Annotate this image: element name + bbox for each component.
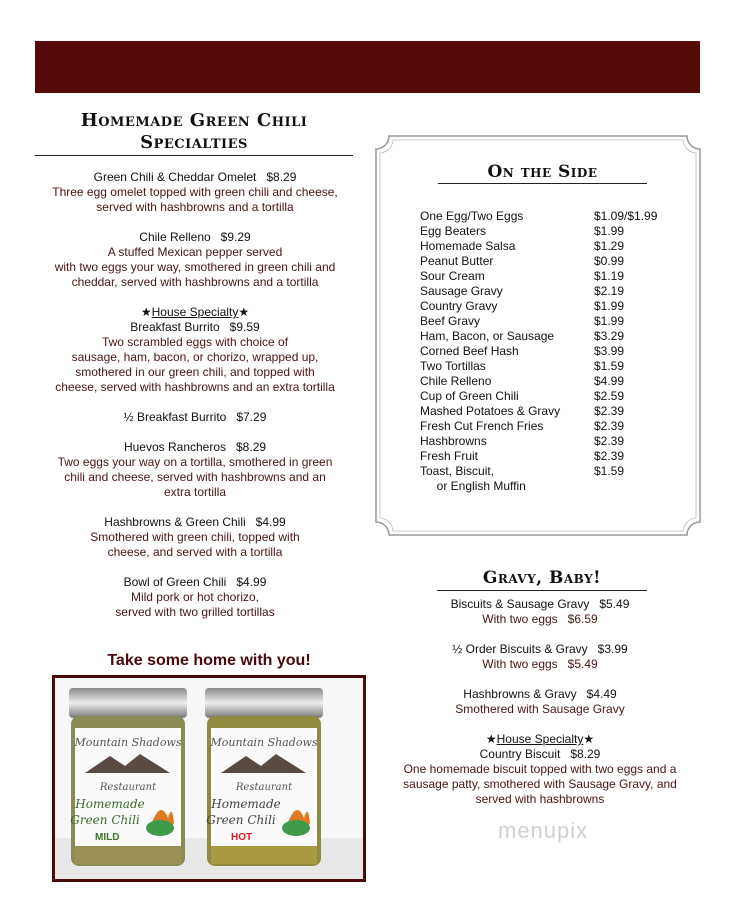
svg-text:HOT: HOT: [231, 832, 253, 843]
item-title: Biscuits & Sausage Gravy $5.49: [450, 597, 630, 611]
item-title: Breakfast Burrito $9.59: [130, 320, 260, 334]
side-item-name: One Egg/Two Eggs: [420, 209, 524, 223]
side-item: [420, 434, 657, 449]
item-description: sausage, ham, bacon, or chorizo, wrapped up,: [71, 350, 319, 364]
menu-item: [390, 732, 690, 807]
item-title: Bowl of Green Chili $4.99: [123, 575, 267, 589]
menu-item: [30, 440, 360, 500]
item-description: with two eggs your way, smothered in green chili and: [54, 260, 336, 274]
watermark: menupix: [498, 818, 589, 843]
item-description: Mild pork or hot chorizo,: [130, 590, 260, 604]
take-home-heading: Take some home with you!: [107, 652, 311, 669]
item-description: chili and cheese, served with hashbrowns and an: [64, 470, 326, 484]
side-item-price: $1.99: [594, 314, 625, 328]
side-item-name: Cup of Green Chili: [420, 389, 519, 403]
side-item-price: $3.29: [594, 329, 625, 343]
item-title: Chile Relleno $9.29: [139, 230, 251, 244]
badge-label: House Specialty: [151, 305, 239, 319]
side-item-price: $4.99: [594, 374, 625, 388]
item-description: Two eggs your way on a tortilla, smothered in green: [57, 455, 333, 469]
side-item: [420, 299, 657, 314]
side-item: [420, 479, 657, 494]
item-description: Smothered with Sausage Gravy: [455, 702, 625, 716]
svg-text:Homemade: Homemade: [75, 797, 145, 811]
side-item: [420, 314, 657, 329]
salsa-jars-image: [55, 678, 363, 879]
green-chili-menu: [30, 170, 360, 635]
side-item: [420, 269, 657, 284]
menu-item: [30, 515, 360, 560]
item-description: cheddar, served with hashbrowns and a tortilla: [71, 275, 319, 289]
side-item-name: Homemade Salsa: [420, 239, 516, 253]
side-item: [420, 374, 657, 389]
side-item-name: Hashbrowns: [420, 434, 487, 448]
item-description: sausage patty, smothered with Sausage Gravy, and: [403, 777, 677, 791]
side-item: [420, 254, 657, 269]
menu-item: [30, 575, 360, 620]
side-item: [420, 284, 657, 299]
item-title: Country Biscuit $8.29: [479, 747, 601, 761]
item-description: With two eggs $6.59: [482, 612, 598, 626]
side-item-name: Beef Gravy: [420, 314, 481, 328]
side-item-name: Sausage Gravy: [420, 284, 503, 298]
side-item-name: Corned Beef Hash: [420, 344, 519, 358]
menu-item: [30, 305, 360, 395]
side-item: [420, 359, 657, 374]
sides-title: On the Side: [487, 162, 598, 182]
item-description: cheese, served with hashbrowns and an extra tortilla: [55, 380, 335, 394]
side-item: [420, 239, 657, 254]
item-title: Hashbrowns & Gravy $4.49: [463, 687, 617, 701]
side-item-price: $1.59: [594, 464, 625, 478]
side-item-name: Two Tortillas: [420, 359, 486, 373]
side-item-name: Egg Beaters: [420, 224, 487, 238]
divider: [437, 590, 647, 591]
item-description: served with two grilled tortillas: [115, 605, 275, 619]
svg-text:Mountain Shadows: Mountain Shadows: [74, 736, 182, 749]
side-item: [420, 404, 657, 419]
side-item-price: $1.09/$1.99: [594, 209, 658, 223]
side-item: [420, 449, 657, 464]
side-item-price: $2.39: [594, 419, 625, 433]
side-item: [420, 329, 657, 344]
title-line: Specialties: [140, 132, 248, 153]
item-description: smothered in our green chili, and topped with: [75, 365, 315, 379]
sides-list: [420, 209, 657, 494]
menu-item: [30, 410, 360, 425]
item-description: cheese, and served with a tortilla: [107, 545, 283, 559]
menu-item: [390, 687, 690, 717]
menu-item: [390, 597, 690, 627]
side-item-price: $1.99: [594, 224, 625, 238]
side-item-name: Sour Cream: [420, 269, 485, 283]
side-item-price: $2.19: [594, 284, 625, 298]
side-item-name: Country Gravy: [420, 299, 498, 313]
item-description: served with hashbrowns: [475, 792, 605, 806]
svg-text:Green Chili: Green Chili: [70, 813, 140, 827]
title-line: Homemade Green Chili: [80, 110, 308, 131]
item-title: Hashbrowns & Green Chili $4.99: [104, 515, 286, 529]
svg-text:MILD: MILD: [95, 832, 120, 843]
side-item-name: Ham, Bacon, or Sausage: [420, 329, 555, 343]
svg-text:Restaurant: Restaurant: [99, 782, 157, 793]
house-specialty-badge: ★House Specialty★: [485, 732, 595, 746]
header-banner: [35, 41, 700, 93]
item-description: With two eggs $5.49: [482, 657, 598, 671]
item-description: Smothered with green chili, topped with: [90, 530, 300, 544]
jar-mild: [69, 688, 187, 866]
item-title: Green Chili & Cheddar Omelet $8.29: [93, 170, 297, 184]
side-item-name: Peanut Butter: [420, 254, 494, 268]
side-item-price: $2.39: [594, 449, 625, 463]
side-item: [420, 344, 657, 359]
side-item-price: $2.39: [594, 404, 625, 418]
item-title: Huevos Rancheros $8.29: [123, 440, 267, 454]
side-item-price: $1.99: [594, 299, 625, 313]
svg-text:Homemade: Homemade: [211, 797, 281, 811]
item-description: extra tortilla: [163, 485, 227, 499]
svg-text:Green Chili: Green Chili: [206, 813, 276, 827]
item-description: Two scrambled eggs with choice of: [101, 335, 289, 349]
jar-hot: [205, 688, 323, 866]
item-description: One homemade biscuit topped with two eggs and a: [403, 762, 677, 776]
side-item-price: $1.29: [594, 239, 625, 253]
gravy-title: Gravy, Baby!: [482, 568, 602, 588]
side-item-price: $0.99: [594, 254, 625, 268]
side-item: [420, 419, 657, 434]
side-item-price: $1.59: [594, 359, 625, 373]
gravy-menu: [390, 597, 690, 822]
svg-text:Mountain Shadows: Mountain Shadows: [210, 736, 318, 749]
menu-item: [30, 170, 360, 215]
menu-item: [390, 642, 690, 672]
divider: [438, 183, 647, 184]
divider: [35, 155, 353, 156]
item-title: ½ Order Biscuits & Gravy $3.99: [452, 642, 628, 656]
svg-text:Restaurant: Restaurant: [235, 782, 293, 793]
side-item-price: $2.39: [594, 434, 625, 448]
side-item-price: $1.19: [594, 269, 625, 283]
section-title-green-chili: [35, 110, 353, 154]
badge-label: House Specialty: [496, 732, 584, 746]
side-item-name: Mashed Potatoes & Gravy: [420, 404, 561, 418]
side-item-name: Chile Relleno: [420, 374, 492, 388]
side-item: [420, 464, 657, 479]
side-item-name: or English Muffin: [420, 479, 526, 493]
menu-item: [30, 230, 360, 290]
side-item-price: $2.59: [594, 389, 625, 403]
jars-photo: [52, 675, 366, 882]
side-item-name: Fresh Fruit: [420, 449, 479, 463]
house-specialty-badge: ★House Specialty★: [140, 305, 250, 319]
side-item-price: $3.99: [594, 344, 625, 358]
side-item: [420, 224, 657, 239]
side-item-name: Toast, Biscuit,: [420, 464, 495, 478]
item-description: Three egg omelet topped with green chili and cheese,: [52, 185, 338, 199]
item-description: served with hashbrowns and a tortilla: [96, 200, 294, 214]
side-item-name: Fresh Cut French Fries: [420, 419, 544, 433]
item-title: ½ Breakfast Burrito $7.29: [123, 410, 267, 424]
side-item: [420, 389, 657, 404]
item-description: A stuffed Mexican pepper served: [107, 245, 283, 259]
side-item: [420, 209, 657, 224]
